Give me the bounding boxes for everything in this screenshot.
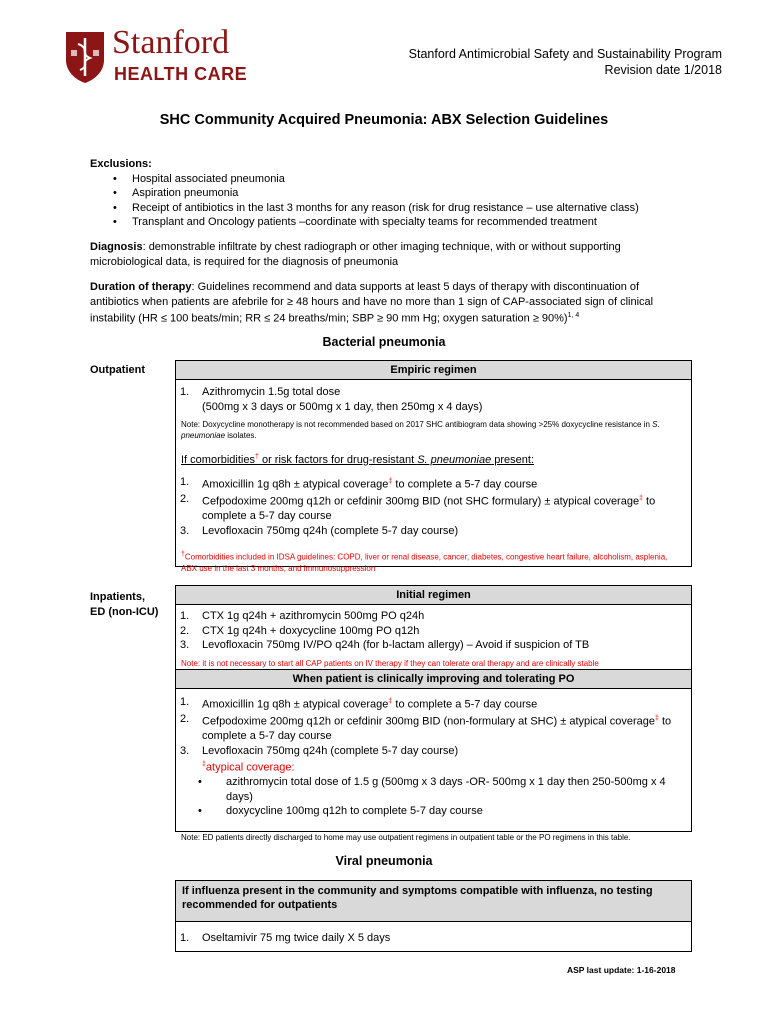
doxy-note: Note: Doxycycline monotherapy is not recommended based on 2017 SHC antibiogram data showing >25% doxycycline resistance in S. pneumoniae isolates. [181, 420, 660, 440]
shield-icon [64, 30, 106, 84]
list-item: 1. Amoxicillin 1g q8h ± atypical coverage‡ to complete a 5-7 day course [180, 476, 538, 491]
duration-label: Duration of therapy [90, 281, 192, 293]
list-item: • Receipt of antibiotics in the last 3 months for any reason (risk for drug resistance – use alternative class) [90, 201, 690, 216]
comorbidity-regimens [176, 475, 691, 538]
list-item: 1. CTX 1g q24h + azithromycin 500mg PO q24h [180, 610, 425, 622]
inpatient-label: Inpatients, ED (non-ICU) [90, 591, 159, 618]
azithro-line-1: Azithromycin 1.5g total dose [202, 386, 341, 398]
item-number: 1. [180, 386, 190, 398]
list-item: 2. Cefpodoxime 200mg q12h or cefdinir 300mg BID (non-formulary at SHC) ± atypical coverage‡ to complete a 5-7 day course [180, 713, 672, 743]
diagnosis-text: : demonstrable infiltrate by chest radiograph or other imaging technique, with or without supporting microbiological data, is required for the diagnosis of pneumonia [90, 241, 621, 268]
org-name: Stanford [112, 24, 230, 61]
iv-therapy-note: Note: it is not necessary to start all CAP patients on IV therapy if they can tolerate oral therapy and are clinically stable [181, 658, 599, 668]
list-item: • doxycycline 100mg q12h to complete 5-7 day course [176, 804, 683, 819]
exclusions-label: Exclusions: [90, 158, 152, 170]
influenza-header: If influenza present in the community and symptoms compatible with influenza, no testing recommended for outpatients [176, 881, 691, 922]
program-info [409, 46, 722, 78]
revision-date: Revision date 1/2018 [604, 63, 722, 77]
viral-heading: Viral pneumonia [335, 854, 433, 868]
po-regimens [176, 695, 691, 758]
empiric-regimen-header: Empiric regimen [176, 361, 691, 380]
list-item: • Aspiration pneumonia [90, 186, 690, 201]
list-item: 3. Levofloxacin 750mg q24h (complete 5-7 day course) [180, 524, 459, 537]
initial-regimen-header: Initial regimen [176, 586, 691, 605]
program-name: Stanford Antimicrobial Safety and Sustainability Program [408, 47, 722, 61]
viral-table [175, 880, 692, 952]
org-subtitle: HEALTH CARE [114, 64, 248, 84]
viral-regimens [176, 931, 691, 946]
atypical-coverage-label: ‡atypical coverage: [202, 761, 295, 774]
bacterial-heading: Bacterial pneumonia [322, 335, 446, 349]
diagnosis-label: Diagnosis [90, 241, 143, 253]
po-regimen-header: When patient is clinically improving and tolerating PO [176, 669, 691, 689]
list-item: 1. Oseltamivir 75 mg twice daily X 5 days [180, 932, 391, 944]
list-item: • azithromycin total dose of 1.5 g (500mg x 3 days -OR- 500mg x 1 day then 250-500mg x 4 days) [176, 775, 683, 804]
exclusions-list [90, 172, 690, 230]
list-item: 2. Cefpodoxime 200mg q12h or cefdinir 300mg BID (not SHC formulary) ± atypical coverage‡ to complete a 5-7 day course [180, 493, 656, 523]
duration-text: : Guidelines recommend and data supports at least 5 days of therapy with discontinuation of antibiotics when patients are afebrile for ≥ 48 hours and have no more than 1 sign of CAP-associated sign of clinical instability (HR ≤ 100 beats/min; RR ≤ 24 breaths/min; SBP ≥ 90 mm Hg; oxygen saturation ≥ 90%) [90, 281, 654, 325]
list-item: • Hospital associated pneumonia [90, 172, 690, 187]
list-item [176, 385, 691, 414]
outpatient-label: Outpatient [90, 364, 145, 376]
duration-reference: 1, 4 [567, 312, 580, 319]
footer-update-date: ASP last update: 1-16-2018 [567, 965, 676, 975]
list-item: 3. Levofloxacin 750mg q24h (complete 5-7 day course) [180, 744, 459, 757]
duration-paragraph [90, 280, 680, 326]
comorbidities-footnote: †Comorbidities included in IDSA guidelines: COPD, liver or renal disease, cancer, diabetes, congestive heart failure, alcoholism, asplenia, ABX use in the last 3 months, and immunosuppression [181, 551, 668, 573]
exclusions-section [90, 157, 690, 230]
ed-discharge-note: Note: ED patients directly discharged to home may use outpatient regimens in outpatient table or the PO regimens in this table. [181, 832, 631, 842]
inpatient-table [175, 585, 692, 842]
atypical-coverage-list [176, 775, 691, 819]
list-item: 1. Amoxicillin 1g q8h ± atypical coverage‡ to complete a 5-7 day course [180, 696, 538, 711]
outpatient-first-line [176, 385, 691, 414]
list-item: • Transplant and Oncology patients –coordinate with specialty teams for recommended treatment [90, 215, 690, 230]
comorbidities-heading: If comorbidities† or risk factors for drug-resistant S. pneumoniae present: [181, 453, 535, 466]
azithro-line-2: (500mg x 3 days or 500mg x 1 day, then 250mg x 4 days) [202, 400, 483, 413]
list-item: 3. Levofloxacin 750mg IV/PO q24h (for b-lactam allergy) – Avoid if suspicion of TB [180, 639, 590, 651]
outpatient-table [175, 360, 692, 573]
list-item: 2. CTX 1g q24h + doxycycline 100mg PO q12h [180, 624, 420, 637]
page-title: SHC Community Acquired Pneumonia: ABX Selection Guidelines [159, 112, 609, 128]
diagnosis-paragraph [90, 240, 680, 269]
initial-regimens [176, 609, 691, 653]
